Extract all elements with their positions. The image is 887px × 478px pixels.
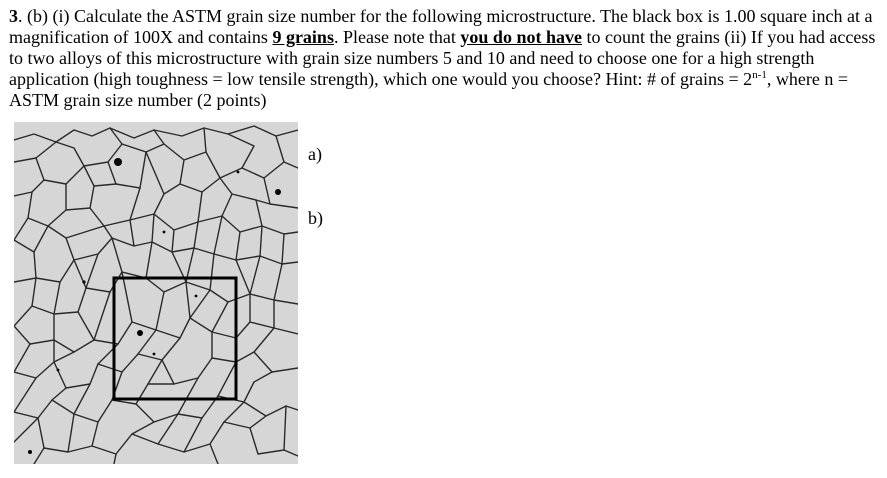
question-line-3: to two alloys of this microstructure with grain size numbers 5 and 10 and need to choose one for a high strength xyxy=(9,48,815,68)
question-text xyxy=(9,6,887,111)
grain-count-emphasis: 9 grains xyxy=(272,27,334,47)
hint-exponent: n-1 xyxy=(752,69,767,81)
question-line-4: application (high toughness = low tensile strength), which one would you choose? Hint: # of grains = $2^{n-1}$, where n = xyxy=(9,69,848,89)
no-count-emphasis: you do not have xyxy=(460,27,582,47)
question-line-5: ASTM grain size number (2 points) xyxy=(9,90,267,110)
answer-label-b: b) xyxy=(308,208,323,228)
question-number: 3 xyxy=(9,6,18,26)
answer-label-a: a) xyxy=(308,144,322,164)
question-line-2: magnification of 100X and contains 9 grains. Please note that you do not have to count the grains (ii) If you had access xyxy=(9,27,876,47)
question-line-1: 3. (b) (i) Calculate the ASTM grain size number for the following microstructure. The black box is 1.00 square inch at a xyxy=(9,6,873,26)
microstructure-image xyxy=(14,122,298,464)
